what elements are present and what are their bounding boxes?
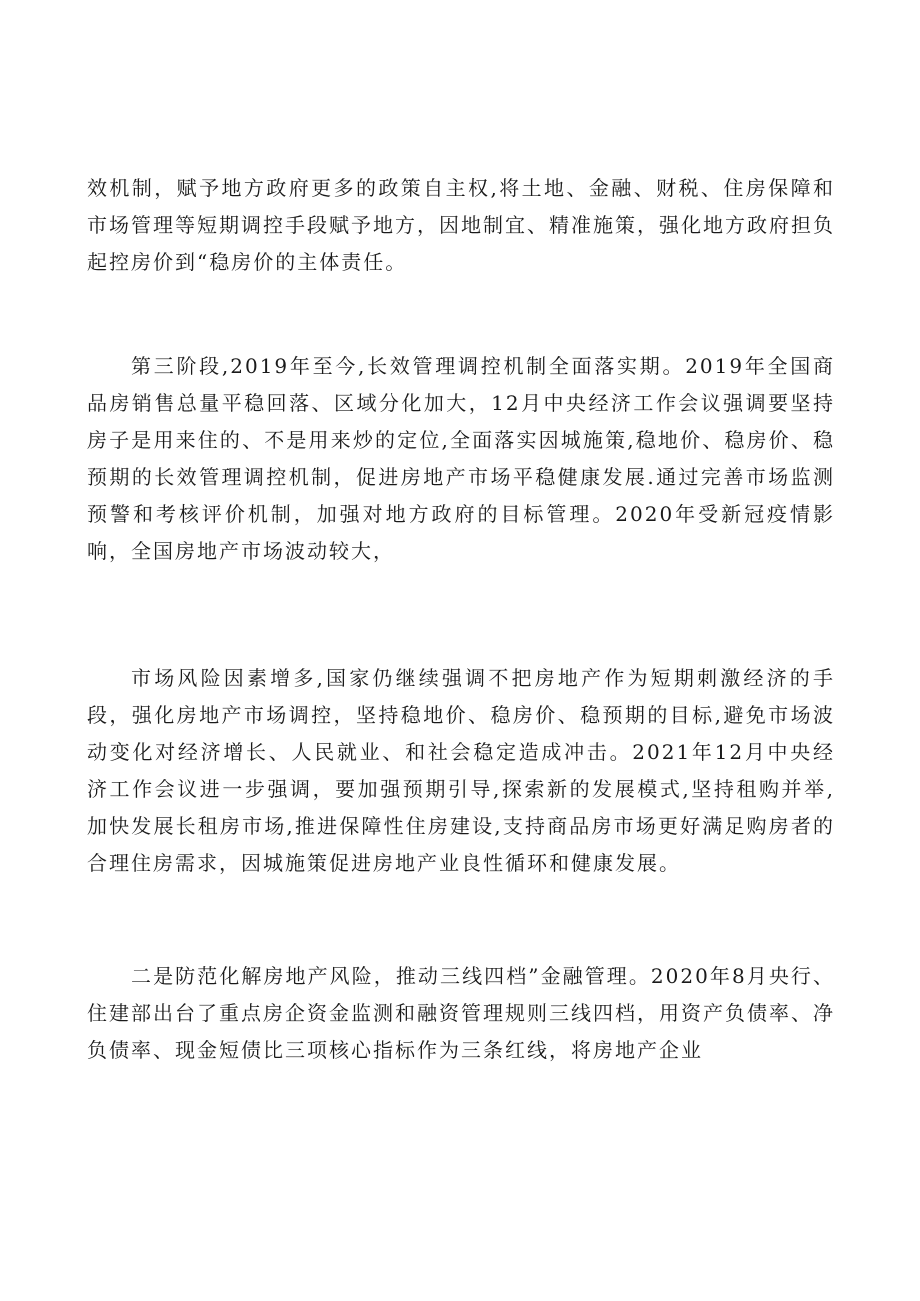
paragraph-text: 第三阶段,2019年至今,长效管理调控机制全面落实期。2019年全国商品房销售总量平稳回落、区域分化加大，12月中央经济工作会议强调要坚持房子是用来住的、不是用来炒的定位,全面落实因城施策,稳地价、稳房价、稳预期的长效管理调控机制，促进房地产市场平稳健康发展.通过完善市场监测预警和考核评价机制，加强对地方政府的目标管理。2020年受新冠疫情影响，全国房地产市场波动较大， (87, 354, 835, 563)
paragraph-1 (87, 170, 835, 281)
paragraph-text: 效机制，赋予地方政府更多的政策自主权,将土地、金融、财税、住房保障和市场管理等短期调控手段赋予地方，因地制宜、精准施策，强化地方政府担负起控房价到“稳房价的主体责任。 (87, 176, 835, 274)
paragraph-4 (87, 958, 835, 1069)
paragraph-3 (87, 660, 835, 882)
paragraph-text: 市场风险因素增多,国家仍继续强调不把房地产作为短期刺激经济的手段，强化房地产市场调控，坚持稳地价、稳房价、稳预期的目标,避免市场波动变化对经济增长、人民就业、和社会稳定造成冲击。2021年12月中央经济工作会议进一步强调，要加强预期引导,探索新的发展模式,坚持租购并举,加快发展长租房市场,推进保障性住房建设,支持商品房市场更好满足购房者的合理住房需求，因城施策促进房地产业良性循环和健康发展。 (87, 666, 835, 875)
paragraph-2 (87, 348, 835, 570)
paragraph-text: 二是防范化解房地产风险，推动三线四档”金融管理。2020年8月央行、住建部出台了重点房企资金监测和融资管理规则三线四档，用资产负债率、净负债率、现金短债比三项核心指标作为三条红线，将房地产企业 (87, 964, 835, 1062)
